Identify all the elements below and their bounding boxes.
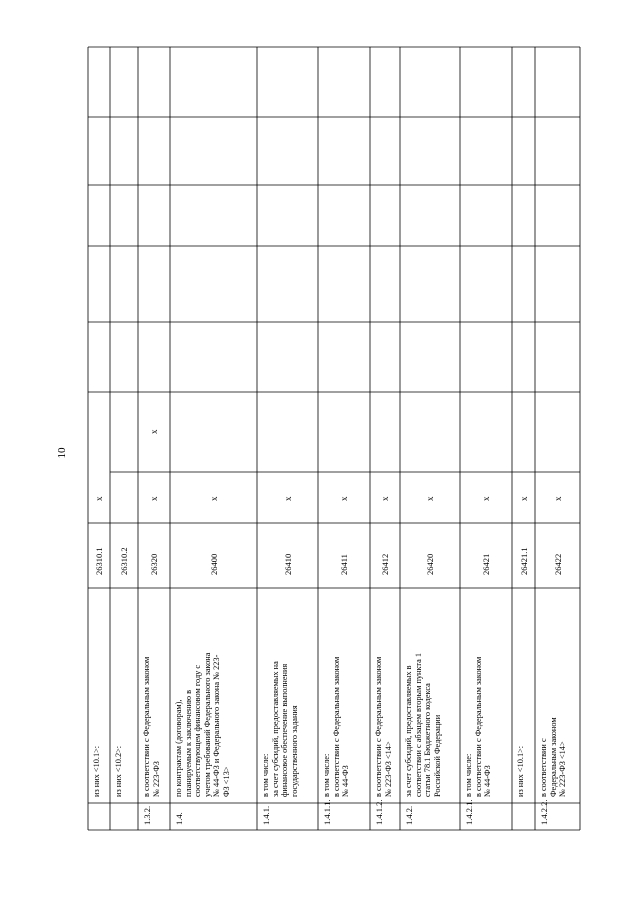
row-code: 26411	[339, 554, 349, 575]
row-mark: x	[552, 496, 563, 501]
row-mark: x	[339, 496, 349, 501]
row-number: 1.4.2.1.	[464, 799, 474, 825]
page-number: 10	[56, 447, 68, 459]
row-text: по контрактам (договорам), планируемым к заключению в соответствующем финансовом году с учетом требований Федерального закона № 44-ФЗ и Федерального закона № 223- ФЗ <13>	[174, 652, 231, 797]
row-code: 26412	[380, 553, 390, 575]
row-code: 26400	[208, 553, 219, 575]
row-text: в том числе: в соответствии с Федеральным законом № 44-ФЗ	[464, 656, 493, 797]
row-text: за счет субсидий, предоставляемых в соответствии с абзацем вторым пункта 1 статьи 78.1 Бюджетного кодекса Российской Федерации	[404, 652, 442, 797]
row-text: из них <10.1>:	[92, 745, 101, 797]
row-code: 26310.1	[94, 547, 104, 575]
row-number: 1.4.	[174, 812, 184, 825]
row-mark: x	[94, 496, 104, 501]
row-text: в том числе: в соответствии с Федеральным законом № 44-ФЗ	[322, 656, 351, 797]
row-mark: x	[282, 496, 293, 501]
row-number: 1.3.2.	[142, 805, 152, 825]
row-text: в соответствии с Федеральным законом № 223-ФЗ	[142, 656, 161, 797]
row-mark: x	[208, 496, 219, 501]
row-mark: x	[425, 496, 435, 501]
row-code: 26421	[481, 553, 491, 575]
row-mark: x	[149, 496, 159, 501]
row-code: 26420	[425, 553, 435, 575]
row-code: 26422	[552, 553, 563, 575]
row-number: 1.4.2.2.	[539, 799, 549, 825]
row-number: 1.4.2.	[404, 805, 414, 825]
row-mark: x	[149, 429, 159, 434]
row-text: в том числе: за счет субсидий, предоставляемых на финансовое обеспечение выполнения государственного задания	[261, 661, 299, 797]
row-mark: x	[481, 496, 491, 501]
row-text: из них <10.2>:	[114, 745, 123, 797]
row-code: 26421.1	[518, 547, 529, 575]
row-text: в соответствии с Федеральным законом № 223-ФЗ <14>	[374, 656, 393, 797]
row-text: из них <10.1>:	[516, 745, 525, 797]
row-number: 1.4.1.2.	[374, 799, 384, 825]
row-text: в соответствии с Федеральным законом № 223-ФЗ <14>	[539, 717, 568, 797]
row-code: 26410	[282, 553, 293, 575]
row-mark: x	[518, 496, 529, 501]
row-mark: x	[380, 496, 390, 501]
row-number: 1.4.1.1.	[322, 799, 332, 825]
row-code: 26320	[149, 553, 159, 575]
row-number: 1.4.1.	[261, 805, 271, 825]
row-code: 26310.2	[119, 547, 129, 575]
